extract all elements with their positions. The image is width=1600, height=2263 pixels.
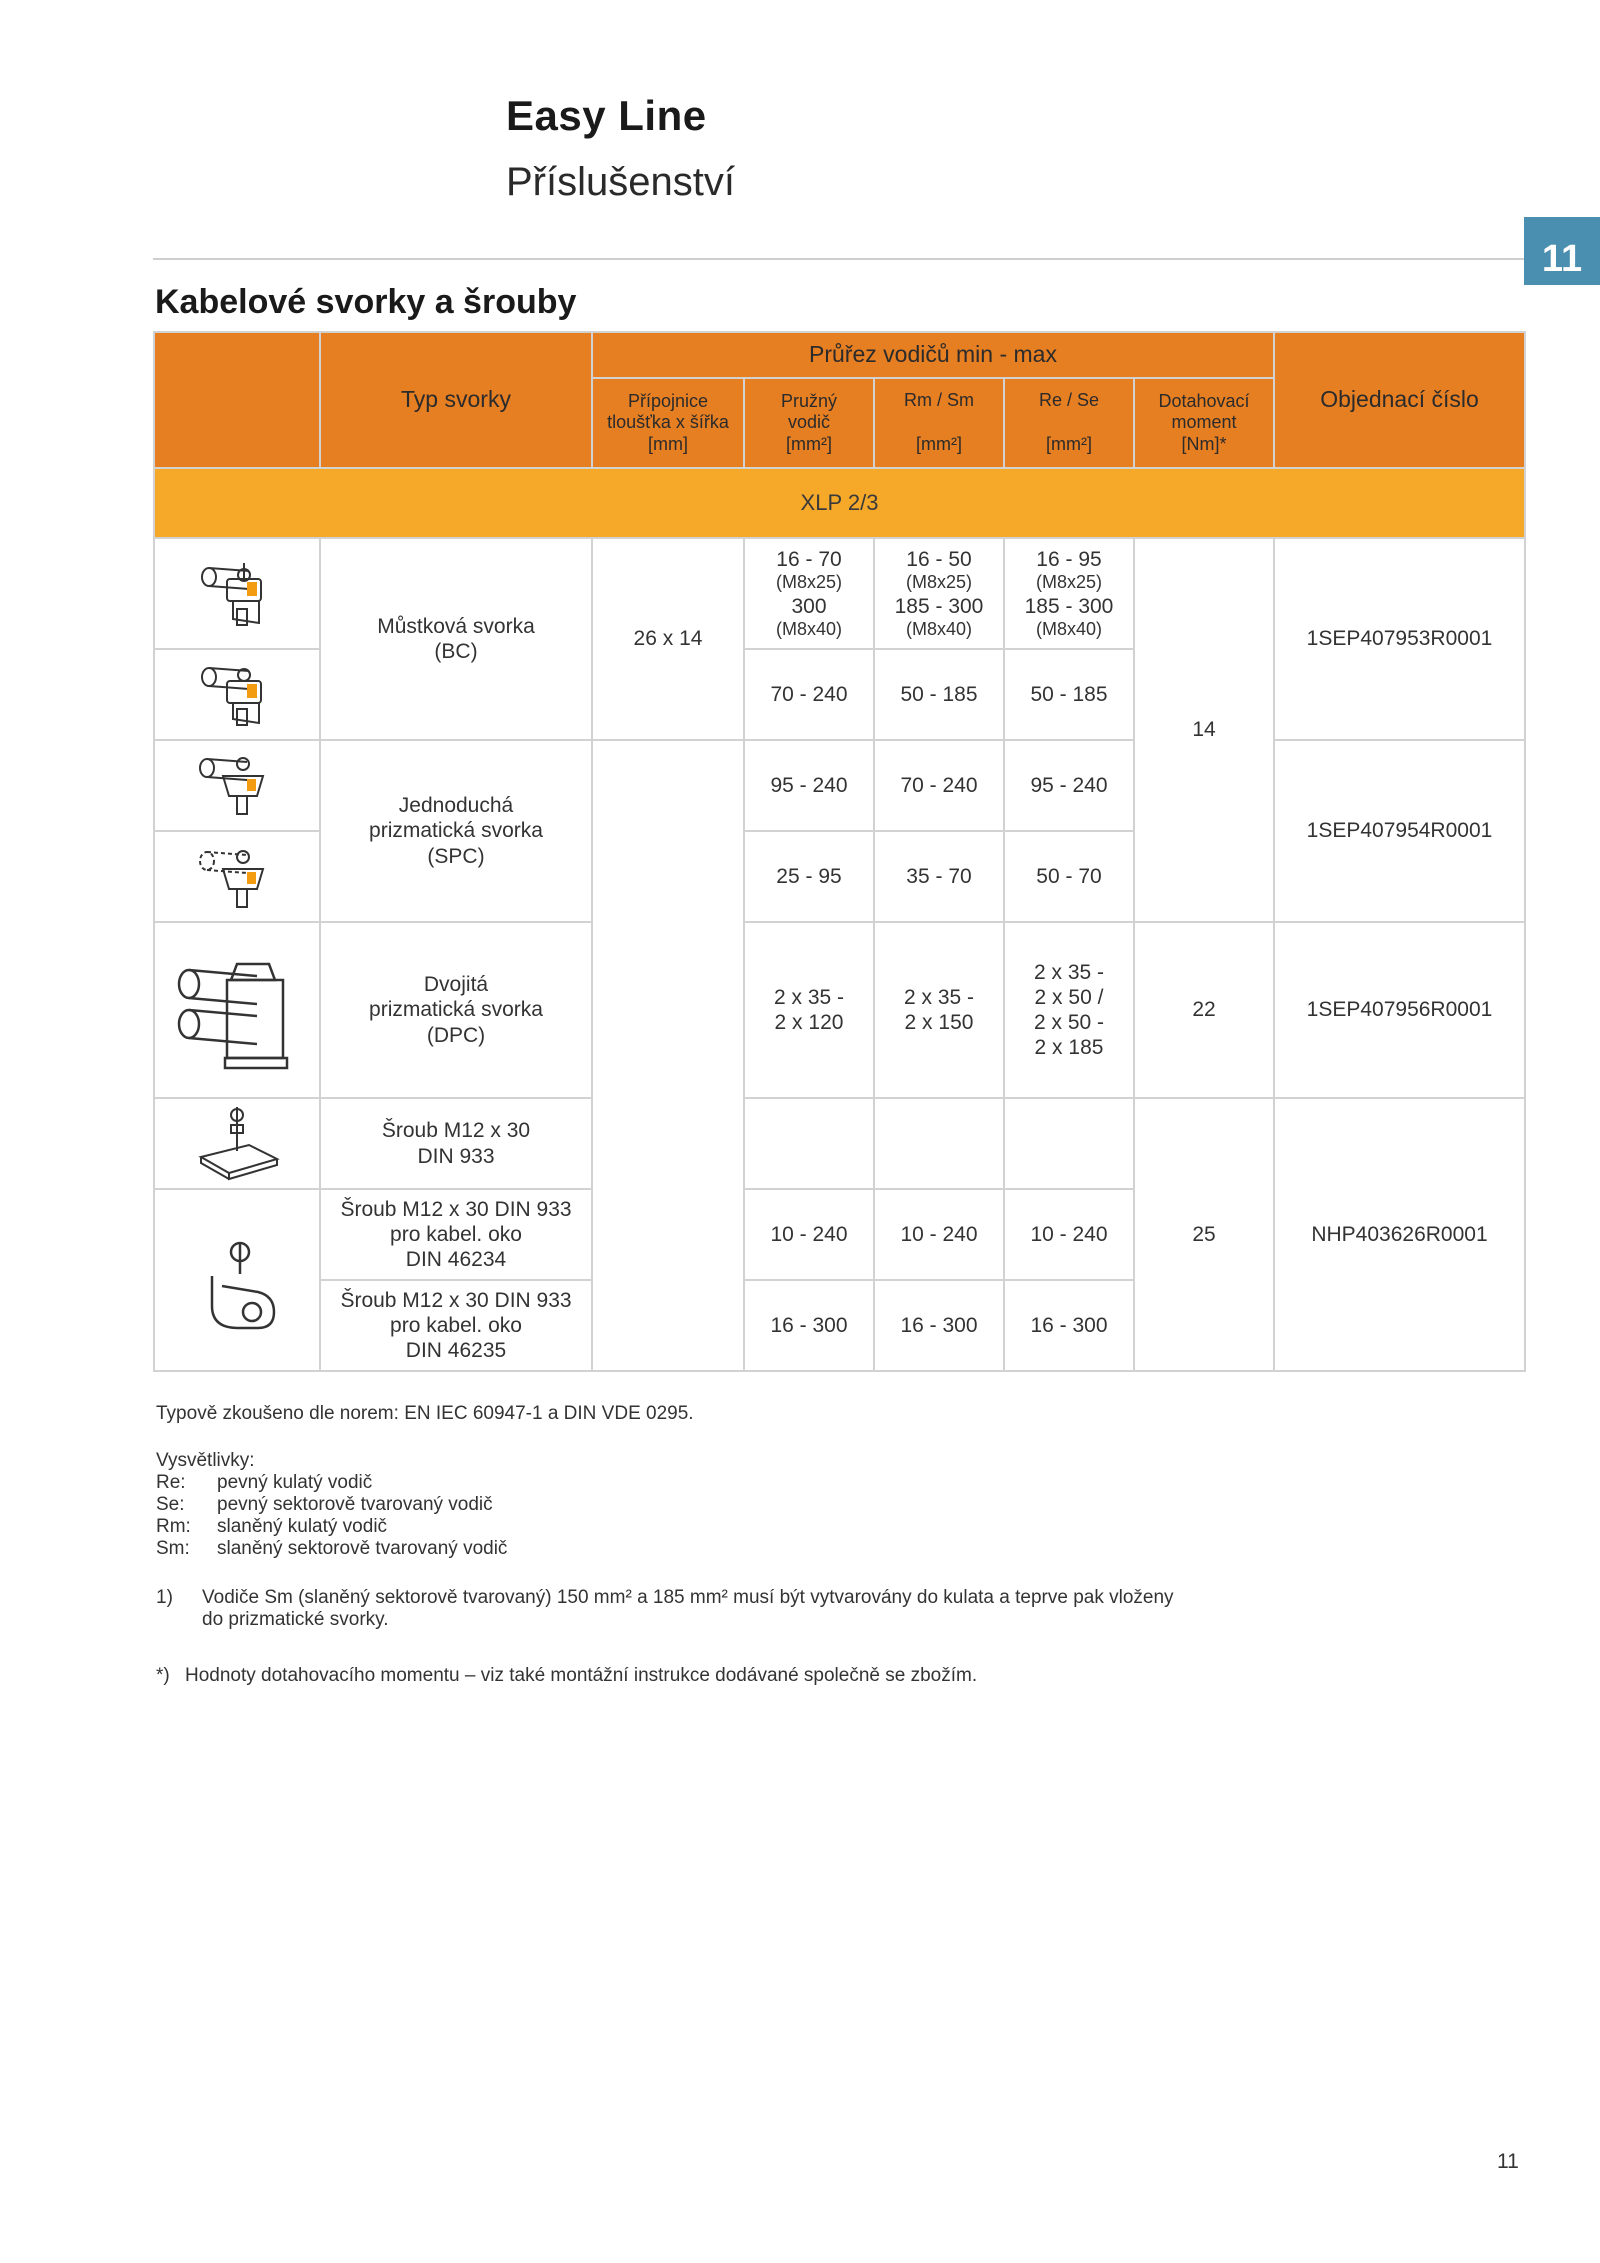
section-title: Kabelové svorky a šrouby: [155, 283, 577, 321]
bc-r1-rese: 16 - 95 (M8x25) 185 - 300 (M8x40): [1004, 538, 1134, 649]
screw2-rese: 10 - 240: [1004, 1189, 1134, 1280]
dpc-pruzny: 2 x 35 - 2 x 120: [744, 922, 874, 1098]
screw1-name: Šroub M12 x 30 DIN 933: [320, 1098, 592, 1189]
bc-r2-rese: 50 - 185: [1004, 649, 1134, 740]
screw1-rmsm: [874, 1098, 1004, 1189]
cable-lug-screw-icon: [154, 1189, 320, 1371]
spc-name: Jednoduchá prizmatická svorka (SPC): [320, 740, 592, 922]
header-divider: [153, 258, 1600, 260]
spc-order: 1SEP407954R0001: [1274, 740, 1525, 922]
spc-r1-rese: 95 - 240: [1004, 740, 1134, 831]
header-rm-sm: Rm / Sm [mm²]: [874, 378, 1004, 468]
bc-busbar: 26 x 14: [592, 538, 744, 740]
header-image-col: [154, 332, 320, 468]
dpc-order: 1SEP407956R0001: [1274, 922, 1525, 1098]
torque-14: 14: [1134, 538, 1274, 922]
header-pripojnice: Přípojnice tloušťka x šířka [mm]: [592, 378, 744, 468]
brand-title: Easy Line: [506, 92, 707, 139]
footnote-1: 1) Vodiče Sm (slaněný sektorově tvarovaný) 150 mm² a 185 mm² musí být vytvarovány do kulata a teprve pak vloženy do prizmatické svorky.: [156, 1587, 1174, 1630]
bc-name: Můstková svorka (BC): [320, 538, 592, 740]
bc-order: 1SEP407953R0001: [1274, 538, 1525, 740]
dpc-torque: 22: [1134, 922, 1274, 1098]
screw-busbar-icon: [154, 1098, 320, 1189]
group-label: XLP 2/3: [154, 468, 1525, 538]
header-dotahovaci-moment: Dotahovací moment [Nm]*: [1134, 378, 1274, 468]
bc-r2-rmsm: 50 - 185: [874, 649, 1004, 740]
header-typ-svorky: Typ svorky: [320, 332, 592, 468]
spc-r2-rese: 50 - 70: [1004, 831, 1134, 922]
legend-item: Se: pevný sektorově tvarovaný vodič: [156, 1494, 493, 1515]
spc-r2-rmsm: 35 - 70: [874, 831, 1004, 922]
prism-clamp-alt-icon: [154, 831, 320, 922]
bc-r1-rmsm: 16 - 50 (M8x25) 185 - 300 (M8x40): [874, 538, 1004, 649]
dpc-name: Dvojitá prizmatická svorka (DPC): [320, 922, 592, 1098]
page-number: 11: [1497, 2150, 1519, 2173]
prism-clamp-icon: [154, 740, 320, 831]
legend-item: Re: pevný kulatý vodič: [156, 1472, 373, 1493]
legend-item: Rm: slaněný kulatý vodič: [156, 1516, 388, 1537]
bc-r1-pruzny: 16 - 70 (M8x25) 300 (M8x40): [744, 538, 874, 649]
bc-r2-pruzny: 70 - 240: [744, 649, 874, 740]
screw-order: NHP403626R0001: [1274, 1098, 1525, 1371]
screw1-rese: [1004, 1098, 1134, 1189]
legend: [156, 1450, 507, 1560]
chapter-tab: 11: [1524, 217, 1600, 285]
clamp-spec-table: [153, 331, 1526, 1372]
header-re-se: Re / Se [mm²]: [1004, 378, 1134, 468]
dpc-rmsm: 2 x 35 - 2 x 150: [874, 922, 1004, 1098]
header-objednaci-cislo: Objednací číslo: [1274, 332, 1525, 468]
screw3-name: Šroub M12 x 30 DIN 933 pro kabel. oko DIN 46235: [320, 1280, 592, 1371]
header-prurez: Průřez vodičů min - max: [592, 332, 1274, 378]
bridge-clamp-alt-icon: [154, 649, 320, 740]
screw3-rese: 16 - 300: [1004, 1280, 1134, 1371]
spc-r1-rmsm: 70 - 240: [874, 740, 1004, 831]
screw1-pruzny: [744, 1098, 874, 1189]
footnote-2: *) Hodnoty dotahovacího momentu – viz také montážní instrukce dodávané společně se zbožím.: [156, 1665, 978, 1686]
header-pruzny-vodic: Pružný vodič [mm²]: [744, 378, 874, 468]
screw2-pruzny: 10 - 240: [744, 1189, 874, 1280]
spc-r2-pruzny: 25 - 95: [744, 831, 874, 922]
screw3-pruzny: 16 - 300: [744, 1280, 874, 1371]
page-subtitle: Příslušenství: [506, 160, 735, 204]
screw-torque: 25: [1134, 1098, 1274, 1371]
screw3-rmsm: 16 - 300: [874, 1280, 1004, 1371]
spc-r1-pruzny: 95 - 240: [744, 740, 874, 831]
dpc-rese: 2 x 35 - 2 x 50 / 2 x 50 - 2 x 185: [1004, 922, 1134, 1098]
screw2-name: Šroub M12 x 30 DIN 933 pro kabel. oko DIN 46234: [320, 1189, 592, 1280]
legend-title: Vysvětlivky:: [156, 1450, 255, 1471]
double-prism-clamp-icon: [154, 922, 320, 1098]
busbar-empty: [592, 740, 744, 1371]
screw2-rmsm: 10 - 240: [874, 1189, 1004, 1280]
legend-item: Sm: slaněný sektorově tvarovaný vodič: [156, 1538, 508, 1559]
bridge-clamp-icon: [154, 538, 320, 649]
tested-note: Typově zkoušeno dle norem: EN IEC 60947-1 a DIN VDE 0295.: [156, 1403, 694, 1424]
